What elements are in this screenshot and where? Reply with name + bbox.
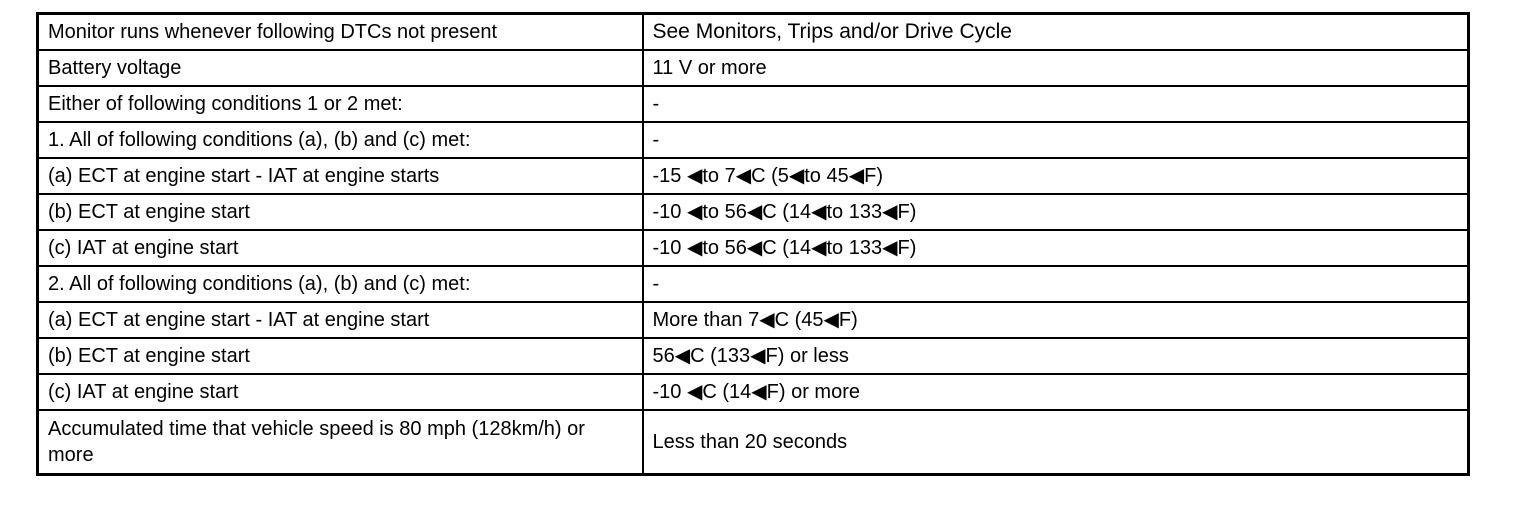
condition-cell: Battery voltage [38,50,643,86]
table-row [38,14,1469,51]
table-row [38,266,1469,302]
conditions-table [36,12,1470,476]
value-cell: - [643,86,1469,122]
table-row [38,158,1469,194]
table-row [38,194,1469,230]
value-cell: -10 ◀to 56◀C (14◀to 133◀F) [643,194,1469,230]
value-cell: 11 V or more [643,50,1469,86]
value-cell: -10 ◀C (14◀F) or more [643,374,1469,410]
value-cell: More than 7◀C (45◀F) [643,302,1469,338]
condition-cell: Accumulated time that vehicle speed is 80 mph (128km/h) or more [38,410,643,475]
condition-cell: (a) ECT at engine start - IAT at engine starts [38,158,643,194]
value-cell: Less than 20 seconds [643,410,1469,475]
condition-cell: 1. All of following conditions (a), (b) and (c) met: [38,122,643,158]
table-row [38,410,1469,475]
value-cell: -15 ◀to 7◀C (5◀to 45◀F) [643,158,1469,194]
condition-cell: Either of following conditions 1 or 2 met: [38,86,643,122]
condition-cell: (b) ECT at engine start [38,194,643,230]
value-cell: - [643,266,1469,302]
condition-cell: (c) IAT at engine start [38,374,643,410]
value-cell: -10 ◀to 56◀C (14◀to 133◀F) [643,230,1469,266]
table-row [38,338,1469,374]
table-row [38,302,1469,338]
table-row [38,122,1469,158]
table-row [38,230,1469,266]
table-row [38,374,1469,410]
value-cell: See Monitors, Trips and/or Drive Cycle [643,14,1469,51]
condition-cell: (a) ECT at engine start - IAT at engine start [38,302,643,338]
condition-cell: Monitor runs whenever following DTCs not present [38,14,643,51]
condition-cell: 2. All of following conditions (a), (b) and (c) met: [38,266,643,302]
condition-cell: (c) IAT at engine start [38,230,643,266]
value-cell: 56◀C (133◀F) or less [643,338,1469,374]
table-row [38,50,1469,86]
value-cell: - [643,122,1469,158]
condition-cell: (b) ECT at engine start [38,338,643,374]
table-row [38,86,1469,122]
